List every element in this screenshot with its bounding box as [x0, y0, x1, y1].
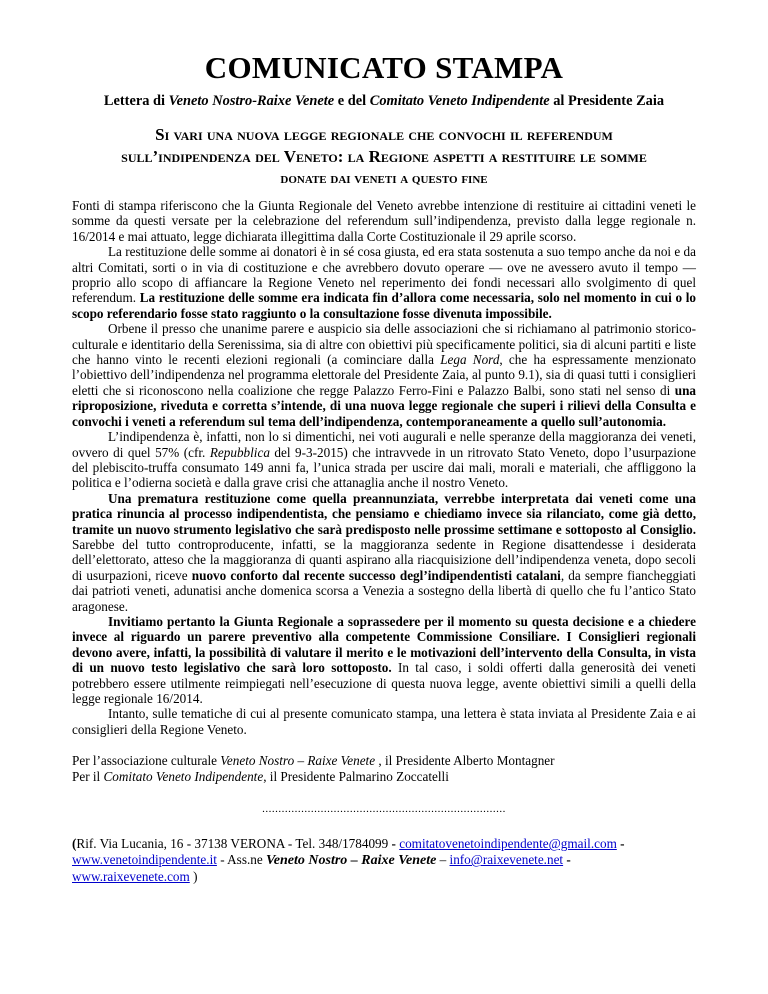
signature-text: Per il	[72, 768, 104, 784]
paragraph	[72, 614, 696, 706]
headline-line: donate dai veneti a questo fine	[280, 171, 488, 187]
email-link-raixe[interactable]: info@raixevenete.net	[449, 852, 564, 868]
signature-org: Comitato Veneto Indipendente	[103, 768, 264, 784]
subtitle-text: Lettera di	[103, 93, 169, 109]
paragraph: Intanto, sulle tematiche di cui al presente comunicato stampa, una lettera è stata inviata al Presidente Zaia e ai consiglieri della Regione Veneto.	[72, 706, 696, 737]
contacts-sep: -	[563, 852, 571, 868]
paragraph-text: , da sempre fiancheggiati dai patrioti veneti, adunatisi anche domenica scorsa a Venezia a sostegno della libertà di quello che fu l’antico Stato aragonese.	[72, 567, 696, 614]
headline-line: Si vari una nuova legge regionale che convochi il referendum	[155, 125, 613, 144]
paragraph-bold: nuovo conforto dal recente successo degl’indipendentisti catalani	[191, 567, 561, 583]
paragraph-bold: La restituzione delle somme era indicata fin d’allora come necessaria, solo nel momento in cui o lo scopo referendario fosse stato raggiunto o la consultazione fosse divenuta impossibile.	[72, 290, 696, 321]
paragraph-italic: Lega Nord	[440, 352, 500, 368]
signature-line	[72, 769, 696, 785]
contacts-assname: Veneto Nostro – Raixe Venete	[266, 853, 437, 869]
paragraph-italic: Repubblica	[209, 444, 270, 460]
contacts-address: Rif. Via Lucania, 16 - 37138 VERONA - Tel. 348/1784099	[76, 836, 389, 852]
separator: ...........................................................................	[262, 803, 506, 816]
signatures	[72, 753, 696, 784]
subtitle	[72, 92, 696, 110]
contacts-sep: -	[616, 836, 625, 852]
body-text	[72, 198, 696, 737]
contacts-text: - Ass.ne	[216, 852, 266, 868]
signature-line	[72, 753, 696, 769]
contacts-paren: )	[189, 869, 198, 885]
website-link-veneto[interactable]: www.venetoindipendente.it	[72, 852, 217, 868]
signature-text: , il Presidente Palmarino Zoccatelli	[263, 768, 449, 784]
signature-org: Veneto Nostro – Raixe Venete	[220, 753, 376, 769]
paragraph-text: Sarebbe del tutto controproducente, infatti, se la maggioranza sedente in Regione disattendesse i desiderata dell’elettorato, atteso che la maggioranza di quanti aspirano alla riacquisizione dell’indipendenza veneta, dopo secoli di usurpazioni, riceve	[72, 536, 696, 583]
headline	[72, 124, 696, 190]
paragraph	[72, 321, 696, 429]
headline-line: sull’indipendenza del Veneto: la Regione aspetti a restituire le somme	[121, 147, 647, 166]
signature-text: , il Presidente Alberto Montagner	[375, 753, 555, 769]
paragraph-bold: Invitiamo pertanto la Giunta Regionale a soprassedere per il momento su questa decisione e a chiedere invece al riguardo un parere preventivo alla competente Commissione Consiliare. I Consiglieri regionali devono avere, infatti, la possibilità di valutare il merito e le motivazioni dell’intervento della Consulta, in vista di un nuovo testo legislativo che sarà loro sottoposto.	[72, 613, 696, 676]
paragraph-text: In tal caso, i soldi offerti dalla generosità dei veneti potrebbero essere utilmente reimpiegati nell’esecuzione di questa nuova legge, avente obiettivi simili a quelli della legge regionale 16/2014.	[72, 660, 696, 706]
paragraph	[72, 491, 696, 614]
signature-text: Per l’associazione culturale	[72, 753, 221, 769]
subtitle-org1: Veneto Nostro-Raixe Venete	[168, 93, 335, 109]
website-link-raixe[interactable]: www.raixevenete.com	[72, 869, 190, 885]
paragraph: Fonti di stampa riferiscono che la Giunta Regionale del Veneto avrebbe intenzione di restituire ai cittadini veneti le somme da questi versate per la celebrazione del referendum sull’indipendenza, previsto dalla legge regionale n. 16/2014 e mai attuato, legge dichiarata illegittima dalla Corte Costituzionale il 29 aprile scorso.	[72, 198, 696, 244]
paragraph-text: , che ha espressamente menzionato l’obiettivo dell’indipendenza nel programma elettorale del Presidente Zaia, al punto 9.1), sia di quasi tutti i consiglieri eletti che si riconoscono nella coalizione che regge Palazzo Ferro-Fini e Palazzo Balbi, sono stati nel senso di	[72, 352, 696, 398]
paragraph-bold: una riproposizione, riveduta e corretta s’intende, di una nuova legge regionale che superi i rilievi della Consulta e convochi i veneti a referendum sul tema dell’indipendenza, contemporaneamente a quello sull’autonomia.	[72, 382, 696, 429]
paragraph-text: Orbene il presso che unanime parere e auspicio sia delle associazioni che si richiamano al patrimonio storico-culturale e identitario della Serenissima, sia di altre con obiettivi più specificamente politici, sia di alcuni partiti e liste che hanno vinto le recenti elezioni regionali (a cominciare dalla	[72, 321, 696, 368]
paragraph-text: del 9-3-2015) che intravvede in un ritrovato Stato Veneto, dopo l’usurpazione del plebiscito-truffa consumato 149 anni fa, l’unica strada per uscire dai mali, morali e materiali, che affliggono la politica e l’odierna società e dalla grave crisi che attanaglia anche il nostro Veneto.	[72, 444, 697, 491]
subtitle-text: al Presidente Zaia	[549, 93, 665, 109]
paragraph-text: La restituzione delle somme ai donatori è in sé cosa giusta, ed era stata sostenuta a suo tempo anche da noi e da altri Comitati, sorti o in via di costituzione e che avrebbero dovuto operare — ove ne avessero avuto il tempo — proprio allo scopo di affiancare la Regione Veneto nel reperimento dei fondi necessari allo svolgimento di quel referendum.	[72, 244, 696, 306]
email-link-comitato[interactable]: comitatovenetoindipendente@gmail.com	[399, 836, 617, 852]
paragraph-bold: Una prematura restituzione come quella preannunziata, verrebbe interpretata dai veneti come una pratica rinuncia al processo indipendentista, che pensiamo e chiediamo invece sia rilanciato, come già detto, tramite un nuovo strumento legislativo che sarà predisposto nelle prossime settimane e sottoposto al Consiglio.	[72, 490, 696, 537]
paragraph-text: L’indipendenza è, infatti, non lo si dimentichi, nei voti augurali e nelle speranze della maggioranza dei veneti, ovvero di quel 57% (cfr.	[72, 429, 696, 460]
contacts	[72, 836, 696, 885]
subtitle-org2: Comitato Veneto Indipendente	[369, 93, 550, 109]
contacts-paren: (	[72, 836, 77, 852]
press-release	[72, 50, 696, 885]
paragraph	[72, 244, 696, 321]
contacts-sep: -	[388, 836, 400, 852]
page-title: COMUNICATO STAMPA	[204, 50, 564, 85]
contacts-sep: –	[436, 852, 450, 868]
subtitle-text: e del	[334, 93, 370, 109]
paragraph	[72, 429, 696, 491]
